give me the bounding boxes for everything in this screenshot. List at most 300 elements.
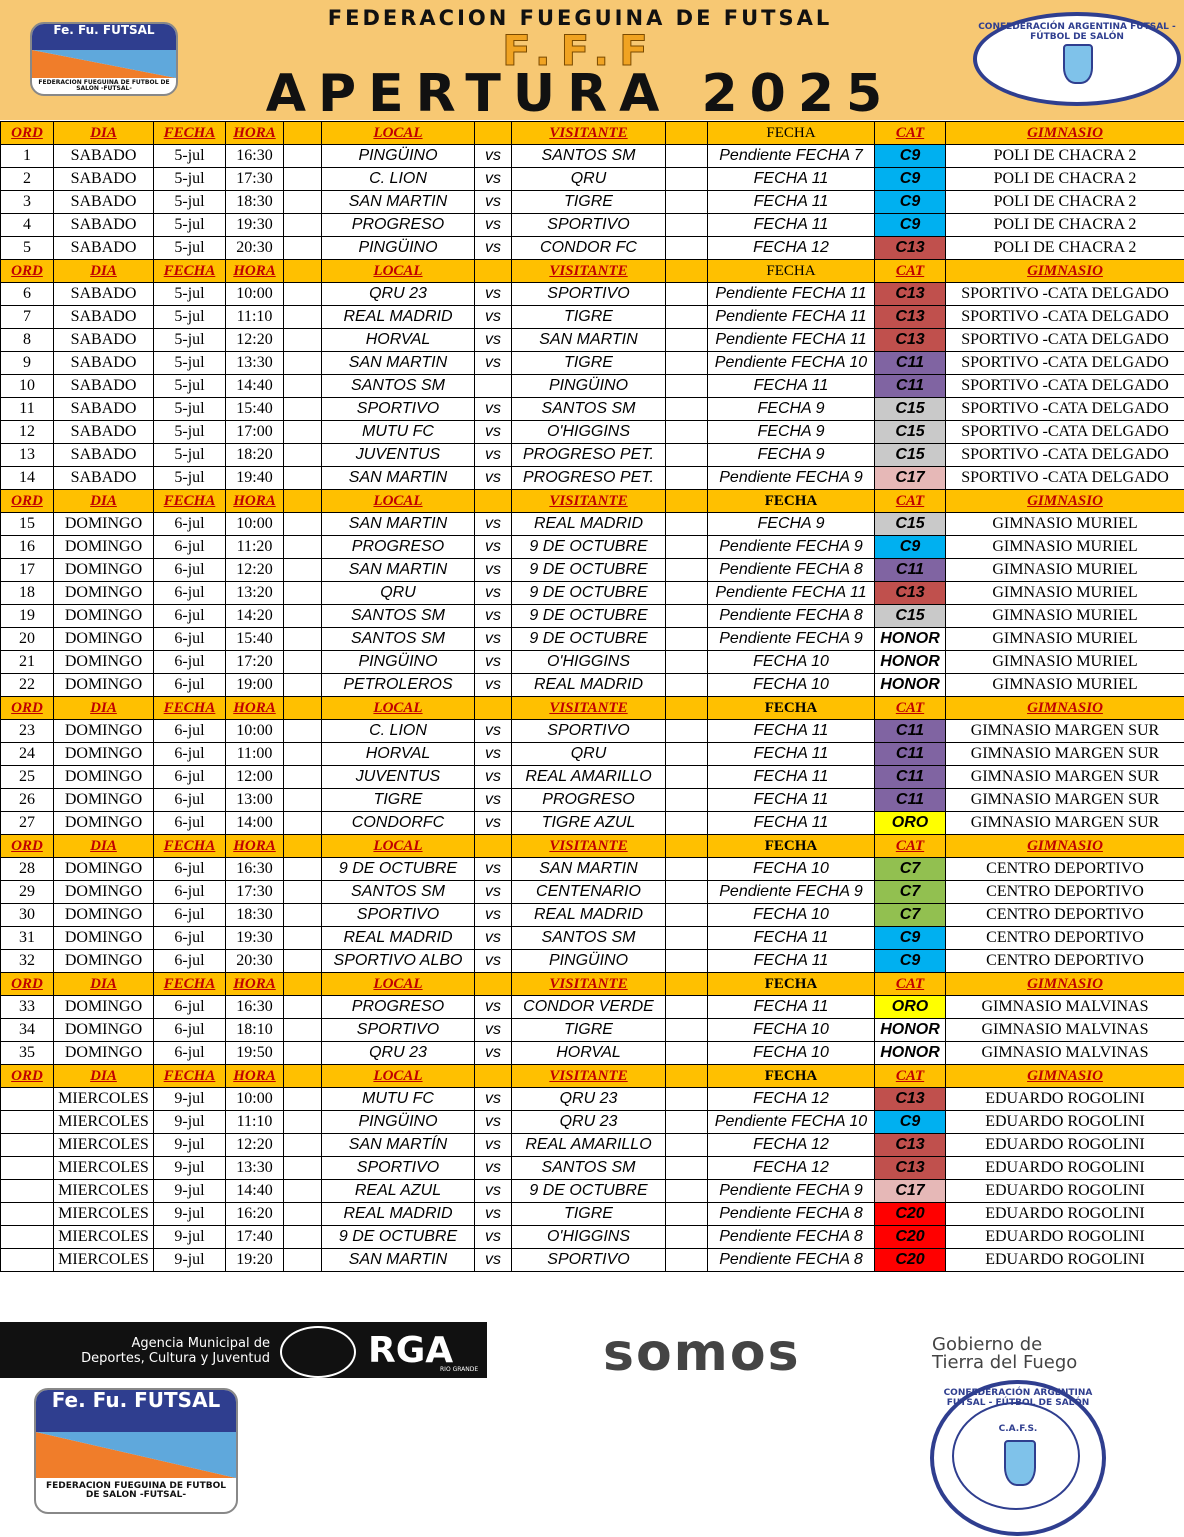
spacer-cell	[284, 490, 322, 513]
round-cell: FECHA 11	[708, 720, 875, 743]
order-cell: 22	[1, 674, 54, 697]
day-cell: DOMINGO	[54, 605, 154, 628]
agency-banner	[0, 1322, 487, 1378]
time-cell: 12:20	[226, 1134, 284, 1157]
vs-cell: vs	[475, 789, 512, 812]
spacer-cell	[284, 375, 322, 398]
visitor-team-cell: QRU	[512, 168, 666, 191]
gym-cell: POLI DE CHACRA 2	[946, 191, 1184, 214]
vs-cell: vs	[475, 812, 512, 835]
date-cell: 5-jul	[154, 168, 226, 191]
cafs-logo-top	[973, 12, 1181, 106]
spacer-cell	[284, 950, 322, 973]
spacer-cell	[284, 605, 322, 628]
match-row	[1, 881, 1184, 904]
spacer-cell	[284, 1180, 322, 1203]
spacer-cell	[475, 490, 512, 513]
time-cell: 12:20	[226, 329, 284, 352]
order-cell	[1, 1134, 54, 1157]
category-badge: HONOR	[875, 628, 946, 651]
day-cell: SABADO	[54, 398, 154, 421]
visitor-team-cell: CONDOR VERDE	[512, 996, 666, 1019]
date-cell: 6-jul	[154, 904, 226, 927]
fefu-logo-bottom-title: Fe. Fu. FUTSAL	[36, 1390, 236, 1432]
spacer-cell	[666, 306, 708, 329]
vs-cell: vs	[475, 1088, 512, 1111]
local-team-cell: REAL MADRID	[322, 1203, 475, 1226]
round-cell: FECHA 9	[708, 444, 875, 467]
category-badge: C11	[875, 352, 946, 375]
time-cell: 10:00	[226, 513, 284, 536]
local-team-cell: QRU 23	[322, 283, 475, 306]
match-row	[1, 1019, 1184, 1042]
visitor-team-cell: PROGRESO PET.	[512, 444, 666, 467]
round-cell: FECHA 10	[708, 904, 875, 927]
visitor-team-cell: SANTOS SM	[512, 398, 666, 421]
col-gimnasio-header: GIMNASIO	[946, 973, 1184, 996]
spacer-cell	[666, 766, 708, 789]
gym-cell: SPORTIVO -CATA DELGADO	[946, 283, 1184, 306]
day-cell: SABADO	[54, 168, 154, 191]
category-badge: HONOR	[875, 1042, 946, 1065]
order-cell: 23	[1, 720, 54, 743]
gym-cell: SPORTIVO -CATA DELGADO	[946, 467, 1184, 490]
order-cell: 33	[1, 996, 54, 1019]
spacer-cell	[284, 191, 322, 214]
date-cell: 6-jul	[154, 582, 226, 605]
vs-cell: vs	[475, 352, 512, 375]
col-local-header: LOCAL	[322, 1065, 475, 1088]
local-team-cell: SANTOS SM	[322, 375, 475, 398]
vs-cell: vs	[475, 214, 512, 237]
vs-cell: vs	[475, 559, 512, 582]
spacer-cell	[284, 927, 322, 950]
match-row	[1, 145, 1184, 168]
date-cell: 5-jul	[154, 352, 226, 375]
round-cell: FECHA 11	[708, 950, 875, 973]
gym-cell: EDUARDO ROGOLINI	[946, 1180, 1184, 1203]
vs-cell: vs	[475, 1203, 512, 1226]
col-dia-header: DIA	[54, 973, 154, 996]
order-cell: 17	[1, 559, 54, 582]
spacer-cell	[666, 835, 708, 858]
col-local-header: LOCAL	[322, 122, 475, 145]
match-row	[1, 467, 1184, 490]
gym-cell: EDUARDO ROGOLINI	[946, 1203, 1184, 1226]
order-cell	[1, 1180, 54, 1203]
col-cat-header: CAT	[875, 1065, 946, 1088]
category-badge: C9	[875, 168, 946, 191]
col-gimnasio-header: GIMNASIO	[946, 122, 1184, 145]
category-badge: C9	[875, 191, 946, 214]
round-cell: Pendiente FECHA 10	[708, 1111, 875, 1134]
match-row	[1, 191, 1184, 214]
spacer-cell	[666, 950, 708, 973]
visitor-team-cell: 9 DE OCTUBRE	[512, 582, 666, 605]
match-row	[1, 743, 1184, 766]
order-cell: 7	[1, 306, 54, 329]
local-team-cell: SPORTIVO	[322, 1157, 475, 1180]
spacer-cell	[666, 651, 708, 674]
spacer-cell	[666, 421, 708, 444]
rga-subtitle: RIO GRANDE	[440, 1366, 479, 1373]
gym-cell: SPORTIVO -CATA DELGADO	[946, 375, 1184, 398]
round-cell: Pendiente FECHA 8	[708, 559, 875, 582]
round-cell: Pendiente FECHA 10	[708, 352, 875, 375]
spacer-cell	[666, 628, 708, 651]
category-badge: C11	[875, 789, 946, 812]
time-cell: 20:30	[226, 237, 284, 260]
col-fecha-header: FECHA	[154, 490, 226, 513]
time-cell: 14:00	[226, 812, 284, 835]
match-row	[1, 1088, 1184, 1111]
category-badge: C7	[875, 858, 946, 881]
gym-cell: POLI DE CHACRA 2	[946, 237, 1184, 260]
order-cell	[1, 1111, 54, 1134]
local-team-cell: PINGÜINO	[322, 1111, 475, 1134]
col-fecha-header: FECHA	[154, 122, 226, 145]
order-cell: 24	[1, 743, 54, 766]
spacer-cell	[284, 904, 322, 927]
local-team-cell: PROGRESO	[322, 996, 475, 1019]
local-team-cell: 9 DE OCTUBRE	[322, 858, 475, 881]
time-cell: 17:20	[226, 651, 284, 674]
gym-cell: SPORTIVO -CATA DELGADO	[946, 306, 1184, 329]
time-cell: 13:00	[226, 789, 284, 812]
day-cell: MIERCOLES	[54, 1111, 154, 1134]
visitor-team-cell: 9 DE OCTUBRE	[512, 536, 666, 559]
gym-cell: GIMNASIO MARGEN SUR	[946, 812, 1184, 835]
local-team-cell: SAN MARTIN	[322, 352, 475, 375]
date-cell: 5-jul	[154, 283, 226, 306]
col-cat-header: CAT	[875, 973, 946, 996]
order-cell: 16	[1, 536, 54, 559]
order-cell: 19	[1, 605, 54, 628]
day-cell: MIERCOLES	[54, 1180, 154, 1203]
day-cell: DOMINGO	[54, 674, 154, 697]
gym-cell: CENTRO DEPORTIVO	[946, 904, 1184, 927]
col-round-header: FECHA	[708, 697, 875, 720]
round-cell: Pendiente FECHA 11	[708, 283, 875, 306]
date-cell: 6-jul	[154, 789, 226, 812]
col-local-header: LOCAL	[322, 835, 475, 858]
header-row	[1, 260, 1184, 283]
gym-cell: GIMNASIO MURIEL	[946, 582, 1184, 605]
col-ord-header: ORD	[1, 835, 54, 858]
day-cell: DOMINGO	[54, 559, 154, 582]
date-cell: 9-jul	[154, 1249, 226, 1272]
visitor-team-cell: QRU 23	[512, 1088, 666, 1111]
order-cell: 11	[1, 398, 54, 421]
visitor-team-cell: O'HIGGINS	[512, 1226, 666, 1249]
visitor-team-cell: SPORTIVO	[512, 283, 666, 306]
round-cell: FECHA 11	[708, 375, 875, 398]
order-cell: 14	[1, 467, 54, 490]
gym-cell: GIMNASIO MURIEL	[946, 651, 1184, 674]
day-cell: MIERCOLES	[54, 1203, 154, 1226]
visitor-team-cell: SANTOS SM	[512, 1157, 666, 1180]
col-round-header: FECHA	[708, 490, 875, 513]
gym-cell: SPORTIVO -CATA DELGADO	[946, 329, 1184, 352]
visitor-team-cell: TIGRE	[512, 306, 666, 329]
round-cell: FECHA 11	[708, 812, 875, 835]
vs-cell: vs	[475, 467, 512, 490]
spacer-cell	[284, 1019, 322, 1042]
match-row	[1, 1249, 1184, 1272]
vs-cell: vs	[475, 1019, 512, 1042]
time-cell: 17:30	[226, 881, 284, 904]
day-cell: SABADO	[54, 375, 154, 398]
col-dia-header: DIA	[54, 835, 154, 858]
order-cell: 29	[1, 881, 54, 904]
order-cell: 15	[1, 513, 54, 536]
order-cell: 30	[1, 904, 54, 927]
col-visitante-header: VISITANTE	[512, 122, 666, 145]
vs-cell: vs	[475, 283, 512, 306]
visitor-team-cell: 9 DE OCTUBRE	[512, 628, 666, 651]
match-row	[1, 812, 1184, 835]
day-cell: SABADO	[54, 191, 154, 214]
day-cell: SABADO	[54, 421, 154, 444]
vs-cell: vs	[475, 1134, 512, 1157]
date-cell: 6-jul	[154, 605, 226, 628]
order-cell: 5	[1, 237, 54, 260]
date-cell: 9-jul	[154, 1180, 226, 1203]
local-team-cell: MUTU FC	[322, 421, 475, 444]
date-cell: 6-jul	[154, 720, 226, 743]
spacer-cell	[284, 651, 322, 674]
date-cell: 5-jul	[154, 421, 226, 444]
category-badge: C15	[875, 605, 946, 628]
col-ord-header: ORD	[1, 260, 54, 283]
col-hora-header: HORA	[226, 697, 284, 720]
category-badge: C13	[875, 1088, 946, 1111]
header-row	[1, 835, 1184, 858]
match-row	[1, 1111, 1184, 1134]
order-cell: 9	[1, 352, 54, 375]
spacer-cell	[475, 260, 512, 283]
spacer-cell	[284, 720, 322, 743]
visitor-team-cell: SANTOS SM	[512, 145, 666, 168]
match-row	[1, 1134, 1184, 1157]
visitor-team-cell: SANTOS SM	[512, 927, 666, 950]
category-badge: C9	[875, 536, 946, 559]
spacer-cell	[284, 1042, 322, 1065]
local-team-cell: SPORTIVO	[322, 398, 475, 421]
round-cell: FECHA 10	[708, 1019, 875, 1042]
header-row	[1, 122, 1184, 145]
match-row	[1, 904, 1184, 927]
day-cell: SABADO	[54, 283, 154, 306]
category-badge: HONOR	[875, 674, 946, 697]
date-cell: 5-jul	[154, 398, 226, 421]
vs-cell: vs	[475, 168, 512, 191]
date-cell: 6-jul	[154, 766, 226, 789]
local-team-cell: SPORTIVO	[322, 904, 475, 927]
day-cell: SABADO	[54, 467, 154, 490]
round-cell: FECHA 10	[708, 674, 875, 697]
round-cell: FECHA 9	[708, 421, 875, 444]
round-cell: FECHA 11	[708, 927, 875, 950]
local-team-cell: SAN MARTIN	[322, 1249, 475, 1272]
category-badge: ORO	[875, 812, 946, 835]
match-row	[1, 651, 1184, 674]
local-team-cell: CONDORFC	[322, 812, 475, 835]
local-team-cell: TIGRE	[322, 789, 475, 812]
federation-title: FEDERACION FUEGUINA DE FUTSAL	[327, 6, 833, 30]
spacer-cell	[666, 329, 708, 352]
spacer-cell	[284, 697, 322, 720]
vs-cell: vs	[475, 766, 512, 789]
gym-cell: CENTRO DEPORTIVO	[946, 927, 1184, 950]
spacer-cell	[284, 1134, 322, 1157]
order-cell: 12	[1, 421, 54, 444]
local-team-cell: PINGÜINO	[322, 237, 475, 260]
visitor-team-cell: 9 DE OCTUBRE	[512, 1180, 666, 1203]
time-cell: 19:30	[226, 927, 284, 950]
round-cell: FECHA 12	[708, 237, 875, 260]
vs-cell: vs	[475, 398, 512, 421]
gym-cell: SPORTIVO -CATA DELGADO	[946, 444, 1184, 467]
day-cell: DOMINGO	[54, 927, 154, 950]
col-round-header: FECHA	[708, 1065, 875, 1088]
col-hora-header: HORA	[226, 260, 284, 283]
order-cell: 26	[1, 789, 54, 812]
date-cell: 9-jul	[154, 1111, 226, 1134]
order-cell: 3	[1, 191, 54, 214]
schedule-table	[0, 121, 1184, 1272]
match-row	[1, 329, 1184, 352]
day-cell: DOMINGO	[54, 950, 154, 973]
category-badge: C11	[875, 720, 946, 743]
local-team-cell: REAL MADRID	[322, 306, 475, 329]
gym-cell: GIMNASIO MARGEN SUR	[946, 789, 1184, 812]
spacer-cell	[284, 352, 322, 375]
match-row	[1, 306, 1184, 329]
round-cell: Pendiente FECHA 8	[708, 605, 875, 628]
vs-cell: vs	[475, 605, 512, 628]
visitor-team-cell: TIGRE	[512, 1203, 666, 1226]
time-cell: 12:00	[226, 766, 284, 789]
visitor-team-cell: 9 DE OCTUBRE	[512, 559, 666, 582]
local-team-cell: REAL MADRID	[322, 927, 475, 950]
day-cell: DOMINGO	[54, 720, 154, 743]
spacer-cell	[666, 191, 708, 214]
col-hora-header: HORA	[226, 122, 284, 145]
spacer-cell	[284, 835, 322, 858]
vs-cell: vs	[475, 743, 512, 766]
round-cell: Pendiente FECHA 11	[708, 329, 875, 352]
round-cell: Pendiente FECHA 8	[708, 1203, 875, 1226]
spacer-cell	[666, 145, 708, 168]
spacer-cell	[666, 858, 708, 881]
vs-cell: vs	[475, 444, 512, 467]
gym-cell: SPORTIVO -CATA DELGADO	[946, 421, 1184, 444]
vs-cell: vs	[475, 1157, 512, 1180]
col-visitante-header: VISITANTE	[512, 260, 666, 283]
match-row	[1, 444, 1184, 467]
col-visitante-header: VISITANTE	[512, 835, 666, 858]
gym-cell: EDUARDO ROGOLINI	[946, 1157, 1184, 1180]
time-cell: 19:30	[226, 214, 284, 237]
local-team-cell: SAN MARTÍN	[322, 1134, 475, 1157]
col-round-header: FECHA	[708, 973, 875, 996]
spacer-cell	[284, 283, 322, 306]
spacer-cell	[284, 260, 322, 283]
spacer-cell	[666, 927, 708, 950]
col-gimnasio-header: GIMNASIO	[946, 1065, 1184, 1088]
date-cell: 9-jul	[154, 1088, 226, 1111]
col-cat-header: CAT	[875, 122, 946, 145]
time-cell: 19:40	[226, 467, 284, 490]
date-cell: 6-jul	[154, 513, 226, 536]
time-cell: 16:20	[226, 1203, 284, 1226]
gym-cell: GIMNASIO MURIEL	[946, 628, 1184, 651]
gym-cell: EDUARDO ROGOLINI	[946, 1088, 1184, 1111]
date-cell: 9-jul	[154, 1226, 226, 1249]
vs-cell: vs	[475, 881, 512, 904]
day-cell: MIERCOLES	[54, 1249, 154, 1272]
spacer-cell	[284, 1203, 322, 1226]
match-row	[1, 766, 1184, 789]
time-cell: 12:20	[226, 559, 284, 582]
spacer-cell	[284, 467, 322, 490]
order-cell: 10	[1, 375, 54, 398]
rga-logo: RGA	[368, 1330, 454, 1371]
match-row	[1, 168, 1184, 191]
visitor-team-cell: PROGRESO	[512, 789, 666, 812]
spacer-cell	[284, 766, 322, 789]
time-cell: 16:30	[226, 145, 284, 168]
gym-cell: GIMNASIO MURIEL	[946, 674, 1184, 697]
order-cell: 27	[1, 812, 54, 835]
spacer-cell	[666, 812, 708, 835]
match-row	[1, 513, 1184, 536]
local-team-cell: PETROLEROS	[322, 674, 475, 697]
visitor-team-cell: SPORTIVO	[512, 214, 666, 237]
match-row	[1, 421, 1184, 444]
vs-cell: vs	[475, 858, 512, 881]
spacer-cell	[284, 168, 322, 191]
visitor-team-cell: REAL AMARILLO	[512, 766, 666, 789]
gym-cell: SPORTIVO -CATA DELGADO	[946, 398, 1184, 421]
vs-cell: vs	[475, 421, 512, 444]
header-row	[1, 490, 1184, 513]
match-row	[1, 283, 1184, 306]
spacer-cell	[475, 973, 512, 996]
col-gimnasio-header: GIMNASIO	[946, 490, 1184, 513]
spacer-cell	[666, 697, 708, 720]
day-cell: SABADO	[54, 329, 154, 352]
spacer-cell	[284, 996, 322, 1019]
col-visitante-header: VISITANTE	[512, 490, 666, 513]
match-row	[1, 214, 1184, 237]
local-team-cell: REAL AZUL	[322, 1180, 475, 1203]
match-row	[1, 1203, 1184, 1226]
spacer-cell	[666, 1042, 708, 1065]
date-cell: 6-jul	[154, 927, 226, 950]
gym-cell: GIMNASIO MARGEN SUR	[946, 720, 1184, 743]
time-cell: 13:20	[226, 582, 284, 605]
match-row	[1, 375, 1184, 398]
spacer-cell	[666, 467, 708, 490]
col-round-header: FECHA	[708, 835, 875, 858]
order-cell	[1, 1088, 54, 1111]
spacer-cell	[284, 973, 322, 996]
gym-cell: EDUARDO ROGOLINI	[946, 1111, 1184, 1134]
col-ord-header: ORD	[1, 122, 54, 145]
date-cell: 5-jul	[154, 145, 226, 168]
